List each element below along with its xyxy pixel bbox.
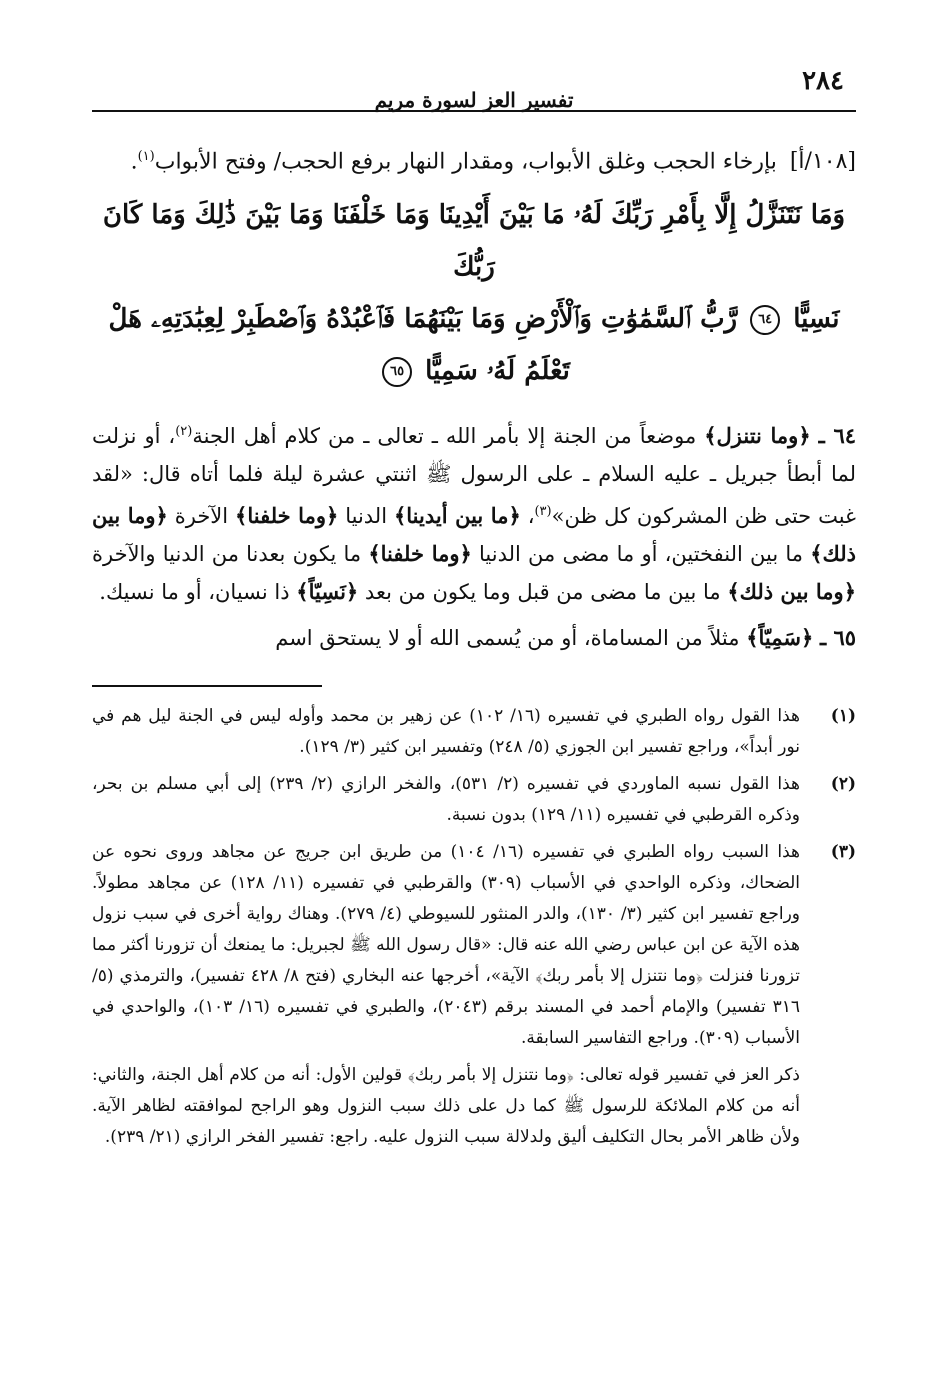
paragraph-number: ٦٤ ـ: [818, 423, 856, 449]
verse-line-1: وَمَا نَتَنَزَّلُ إِلَّا بِأَمْرِ رَبِّكَ لَهُۥ مَا بَيْنَ أَيْدِينَا وَمَا خَلْفَنَا وَمَا بَيْنَ ذَٰلِكَ وَمَا كَانَ رَبُّكَ: [102, 200, 846, 283]
quoted-term: ﴿وما بين ذلك﴾: [727, 579, 856, 605]
intro-end: .: [130, 149, 138, 175]
footnote-item: [92, 769, 856, 831]
page-number: ٢٨٤: [802, 66, 844, 96]
footnote-text: هذا السبب رواه الطبري في تفسيره (١٦/ ١٠٤) من طريق ابن جريج عن مجاهد وروى نحوه عن الضحاك، وذكره الواحدي في الأسباب (٣٠٩) والقرطبي في تفسيره (١١/ ١٢٨) عن مجاهد مطولاً. وراجع تفسير ابن كثير (٣/ ١٣٠)، والدر المنثور للسيوطي (٤/ ٢٧٩). وهناك رواية أخرى في سبب نزول هذه الآية عن ابن عباس رضي الله عنه قال: «قال رسول الله ﷺ لجبريل: ما يمنعك أن تزورنا أكثر مما تزورنا فنزلت ﴿وما نتنزل إلا بأمر ربك﴾ الآية»، أخرجها عنه البخاري (فتح ٨/ ٤٢٨ تفسير)، والترمذي (٥/ ٣١٦ تفسير) والإمام أحمد في المسند برقم (٢٠٤٣)، والطبري في تفسيره (١٦/ ١٠٣)، والواحدي في الأسباب (٣٠٩). وراجع التفاسير السابقة.: [92, 842, 800, 1049]
footnote-ref: (٢): [175, 424, 193, 440]
quoted-term: ﴿وما خلفنا﴾: [368, 541, 472, 567]
footnote-number: (٢): [830, 774, 856, 795]
ayah-number-marker: ٦٥: [382, 357, 412, 387]
paragraph-number: ٦٥ ـ: [819, 625, 856, 651]
verse-line-2-start: نَسِيًّا: [793, 304, 840, 335]
marginal-folio-ref: [١٠٨/أ]: [789, 149, 856, 175]
footnote-editor-note: ذكر العز في تفسير قوله تعالى: ﴿وما نتنزل إلا بأمر ربك﴾ قولين الأول: أنه من كلام أهل الجنة، والثاني: أنه من كلام الملائكة للرسول ﷺ كما دل على ذلك سبب النزول وهو الراجح لموافقته لظاهر الآية. ولأن ظاهر الأمر بحال التكليف أليق ولدلالة سبب النزول عليه. راجع: تفسير الفخر الرازي (٢١/ ٢٣٩).: [92, 1065, 800, 1148]
commentary-text: ما بين ما مضى من قبل وما يكون من بعد: [364, 580, 721, 605]
verse-line-2-rest: رَّبُّ ٱلسَّمَٰوَٰتِ وَٱلْأَرْضِ وَمَا بَيْنَهُمَا فَٱعْبُدْهُ وَٱصْطَبِرْ لِعِبَٰدَتِهِۦ هَلْ تَعْلَمُ لَهُۥ سَمِيًّا: [108, 304, 738, 387]
footnote-number: (١): [830, 706, 856, 727]
footnote-item: [92, 701, 856, 763]
commentary-text: موضعاً من الجنة إلا بأمر الله ـ تعالى ـ من كلام أهل الجنة: [192, 424, 697, 449]
quoted-term: ﴿وما بين ذلك﴾: [92, 503, 856, 567]
commentary: [92, 413, 856, 657]
commentary-text: ما بين النفختين، أو ما مضى من الدنيا: [479, 542, 803, 567]
footnote-ref: (٣): [534, 504, 552, 520]
footnote-separator: [92, 685, 322, 687]
footnote-item: [92, 837, 856, 1054]
commentary-text: الدنيا: [345, 504, 388, 529]
footnote-ref: (١): [137, 149, 155, 164]
footnotes: [92, 701, 856, 1153]
commentary-paragraph-64: [92, 413, 856, 611]
commentary-text: مثلاً من المساماة، أو من يُسمى الله أو لا يستحق اسم: [275, 626, 740, 651]
quoted-term: ﴿وما نتنزل﴾: [704, 423, 811, 449]
intro-text: بإرخاء الحجب وغلق الأبواب، ومقدار النهار برفع الحجب/ وفتح الأبواب: [154, 149, 777, 175]
ayah-number-marker: ٦٤: [750, 305, 780, 335]
verse-line-2: [92, 293, 856, 397]
quoted-term: ﴿نَسِيّاً﴾: [296, 579, 359, 605]
quoted-term: ﴿ما بين أيدينا﴾: [393, 503, 521, 529]
footnote-number: (٣): [830, 842, 856, 863]
footnote-text: هذا القول نسبه الماوردي في تفسيره (٢/ ٥٣١)، والفخر الرازي (٢/ ٢٣٩) إلى أبي مسلم بن بحر، وذكره القرطبي في تفسيره (١١/ ١٢٩) بدون نسبة.: [92, 774, 800, 826]
commentary-text: ، أو نزلت لما أبطأ جبريل ـ عليه السلام ـ على الرسول ﷺ اثنتي عشرة ليلة فلما أتاه قال: «لقد غبت حتى ظن المشركون كل ظن»: [92, 424, 857, 529]
intro-line: [92, 140, 856, 179]
commentary-paragraph-65: [92, 619, 856, 657]
commentary-text: ،: [527, 504, 535, 529]
footnote-text: هذا القول رواه الطبري في تفسيره (١٦/ ١٠٢) عن زهير بن محمد وأوله ليس في الجنة ليل هم في نور أبداً»، وراجع تفسير ابن الجوزي (٥/ ٢٤٨) وتفسير ابن كثير (٣/ ١٢٩).: [92, 706, 800, 758]
running-title: تفسير العز لسورة مريم: [374, 88, 574, 112]
book-page: [92, 58, 856, 1153]
quoted-term: ﴿وما خلفنا﴾: [235, 503, 339, 529]
commentary-text: الآخرة: [174, 504, 229, 529]
quoted-term: ﴿سَمِيّاً﴾: [746, 625, 814, 651]
commentary-text: ما يكون بعدنا من الدنيا والآخرة: [92, 542, 362, 567]
quran-verse-block: [92, 189, 856, 397]
commentary-text: ذا نسيان، أو ما نسيك.: [99, 580, 290, 605]
page-header: [92, 58, 856, 112]
